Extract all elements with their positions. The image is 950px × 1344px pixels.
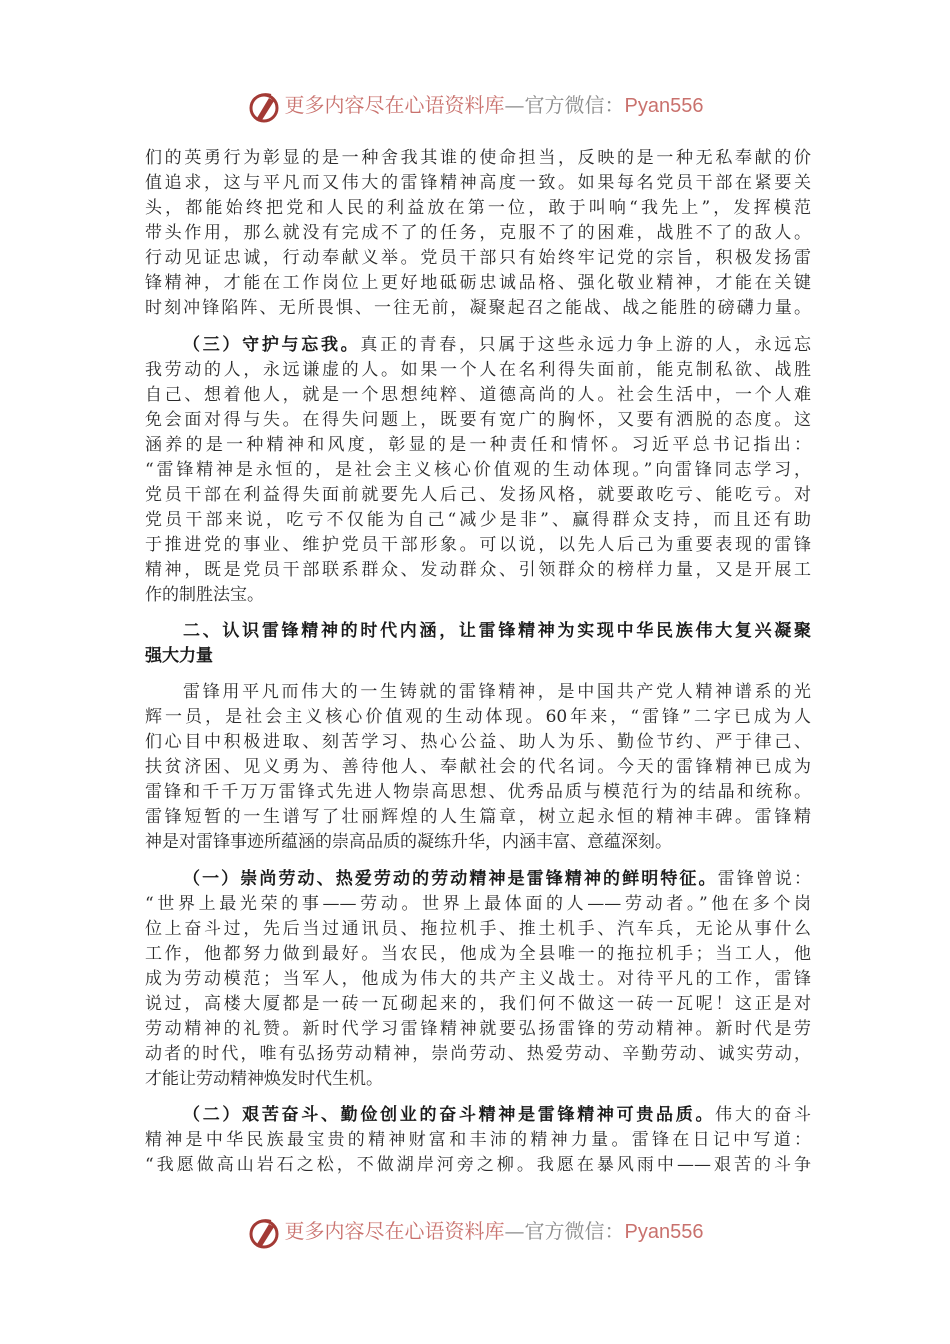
heading-line: 强大力量 bbox=[145, 646, 213, 666]
text-line: 党员干部来说，吃亏不仅能为自己“减少是非”、赢得群众支持，而且还有助 bbox=[145, 510, 811, 530]
text-line: 免会面对得与失。在得失问题上，既要有宽广的胸怀，又要有洒脱的态度。这 bbox=[145, 410, 811, 430]
text-line: 于推进党的事业、维护党员干部形象。可以说，以先人后己为重要表现的雷锋 bbox=[145, 535, 811, 555]
text-line: 成为劳动模范；当军人，他成为伟大的共产主义战士。对待平凡的工作，雷锋 bbox=[145, 969, 811, 989]
text-line: 头，都能始终把党和人民的利益放在第一位，敢于叫响“我先上”，发挥模范 bbox=[145, 198, 811, 218]
text-line: 位上奋斗过，先后当过通讯员、拖拉机手、推土机手、汽车兵，无论从事什么 bbox=[145, 919, 811, 939]
text-line: 值追求，这与平凡而又伟大的雷锋精神高度一致。如果每名党员干部在紧要关 bbox=[145, 173, 811, 193]
paragraph-guard-selflessness bbox=[145, 333, 811, 608]
text-run: 伟大的奋斗 bbox=[715, 1105, 812, 1125]
text-line bbox=[145, 867, 811, 892]
text-line: 扶贫济困、见义勇为、善待他人、奉献社会的代名词。今天的雷锋精神已成为 bbox=[145, 757, 811, 777]
text-line: “雷锋精神是永恒的，是社会主义核心价值观的生动体现。”向雷锋同志学习， bbox=[145, 460, 811, 480]
paragraph-3 bbox=[145, 680, 811, 855]
watermark-separator: —官方微信： bbox=[504, 1219, 625, 1243]
text-line: 劳动精神的礼赞。新时代学习雷锋精神就要弘扬雷锋的劳动精神。新时代是劳 bbox=[145, 1019, 811, 1039]
text-line: 党员干部在利益得失面前就要先人后己、发扬风格，就要敢吃亏、能吃亏。对 bbox=[145, 485, 811, 505]
text-line: 神是对雷锋事迹所蕴涵的崇高品质的凝练升华，内涵丰富、意蕴深刻。 bbox=[145, 832, 672, 852]
text-line: 雷锋和千千万万雷锋式先进人物崇高思想、优秀品质与模范行为的结晶和统称。 bbox=[145, 782, 811, 802]
text-line: “我愿做高山岩石之松，不做湖岸河旁之柳。我愿在暴风雨中——艰苦的斗争 bbox=[145, 1155, 811, 1175]
text-line bbox=[145, 333, 811, 358]
text-run: 真正的青春，只属于这些永远力争上游的人，永远忘 bbox=[360, 335, 812, 355]
text-line: 精神是中华民族最宝贵的精神财富和丰沛的精神力量。雷锋在日记中写道： bbox=[145, 1130, 811, 1150]
text-line: 才能让劳动精神焕发时代生机。 bbox=[145, 1069, 383, 1089]
watermark-brand: 更多内容尽在心语资料库 bbox=[284, 93, 505, 117]
watermark-wechat-id: Pyan556 bbox=[624, 1221, 704, 1243]
watermark-separator: —官方微信： bbox=[504, 93, 625, 117]
watermark-footer bbox=[0, 1211, 950, 1251]
text-line: 们的英勇行为彰显的是一种舍我其谁的使命担当，反映的是一种无私奉献的价 bbox=[145, 148, 811, 168]
pen-nib-logo-icon bbox=[247, 1216, 281, 1250]
heading-line: 二、认识雷锋精神的时代内涵，让雷锋精神为实现中华民族伟大复兴凝聚 bbox=[183, 621, 811, 641]
paragraph-labor-spirit bbox=[145, 867, 811, 1092]
text-line: 作的制胜法宝。 bbox=[145, 585, 264, 605]
section-lead: （三）守护与忘我。 bbox=[183, 335, 361, 355]
section-lead: （一）崇尚劳动、热爱劳动的劳动精神是雷锋精神的鲜明特征。 bbox=[183, 869, 718, 889]
text-line: 时刻冲锋陷阵、无所畏惧、一往无前，凝聚起召之能战、战之能胜的磅礴力量。 bbox=[145, 298, 811, 318]
text-line: 精神，既是党员干部联系群众、发动群众、引领群众的榜样力量，又是开展工 bbox=[145, 560, 811, 580]
section-heading-2 bbox=[145, 619, 811, 669]
text-line: 雷锋短暂的一生谱写了壮丽辉煌的人生篇章，树立起永恒的精神丰碑。雷锋精 bbox=[145, 807, 811, 827]
text-line: 说过，高楼大厦都是一砖一瓦砌起来的，我们何不做这一砖一瓦呢！这正是对 bbox=[145, 994, 811, 1014]
watermark-wechat-id: Pyan556 bbox=[624, 95, 704, 117]
watermark-brand: 更多内容尽在心语资料库 bbox=[284, 1219, 505, 1243]
text-line: “世界上最光荣的事——劳动。世界上最体面的人——劳动者。”他在多个岗 bbox=[145, 894, 811, 914]
text-line: 我劳动的人，永远谦虚的人。如果一个人在名利得失面前，能克制私欲、战胜 bbox=[145, 360, 811, 380]
watermark-header bbox=[0, 85, 950, 125]
section-lead: （二）艰苦奋斗、勤俭创业的奋斗精神是雷锋精神可贵品质。 bbox=[183, 1105, 716, 1125]
paragraph-1 bbox=[145, 146, 811, 321]
pen-nib-logo-icon bbox=[247, 90, 281, 124]
paragraph-struggle-spirit bbox=[145, 1103, 811, 1178]
text-line: 工作，他都努力做到最好。当农民，他成为全县唯一的拖拉机手；当工人，他 bbox=[145, 944, 811, 964]
text-line: 动者的时代，唯有弘扬劳动精神，崇尚劳动、热爱劳动、辛勤劳动、诚实劳动， bbox=[145, 1044, 811, 1064]
text-line: 带头作用，那么就没有完成不了的任务，克服不了的困难，战胜不了的敌人。 bbox=[145, 223, 811, 243]
text-line bbox=[145, 1103, 811, 1128]
text-run: 雷锋曾说： bbox=[717, 869, 811, 889]
text-line: 辉一员，是社会主义核心价值观的生动体现。60年来，“雷锋”二字已成为人 bbox=[145, 707, 811, 727]
text-line: 涵养的是一种精神和风度，彰显的是一种责任和情怀。习近平总书记指出： bbox=[145, 435, 811, 455]
text-line: 自己、想着他人，就是一个思想纯粹、道德高尚的人。社会生活中，一个人难 bbox=[145, 385, 811, 405]
text-line: 雷锋用平凡而伟大的一生铸就的雷锋精神，是中国共产党人精神谱系的光 bbox=[183, 682, 811, 702]
text-line: 们心目中积极进取、刻苦学习、热心公益、助人为乐、勤俭节约、严于律己、 bbox=[145, 732, 811, 752]
text-line: 行动见证忠诚，行动奉献义举。党员干部只有始终牢记党的宗旨，积极发扬雷 bbox=[145, 248, 811, 268]
text-line: 锋精神，才能在工作岗位上更好地砥砺忠诚品格、强化敬业精神，才能在关键 bbox=[145, 273, 811, 293]
